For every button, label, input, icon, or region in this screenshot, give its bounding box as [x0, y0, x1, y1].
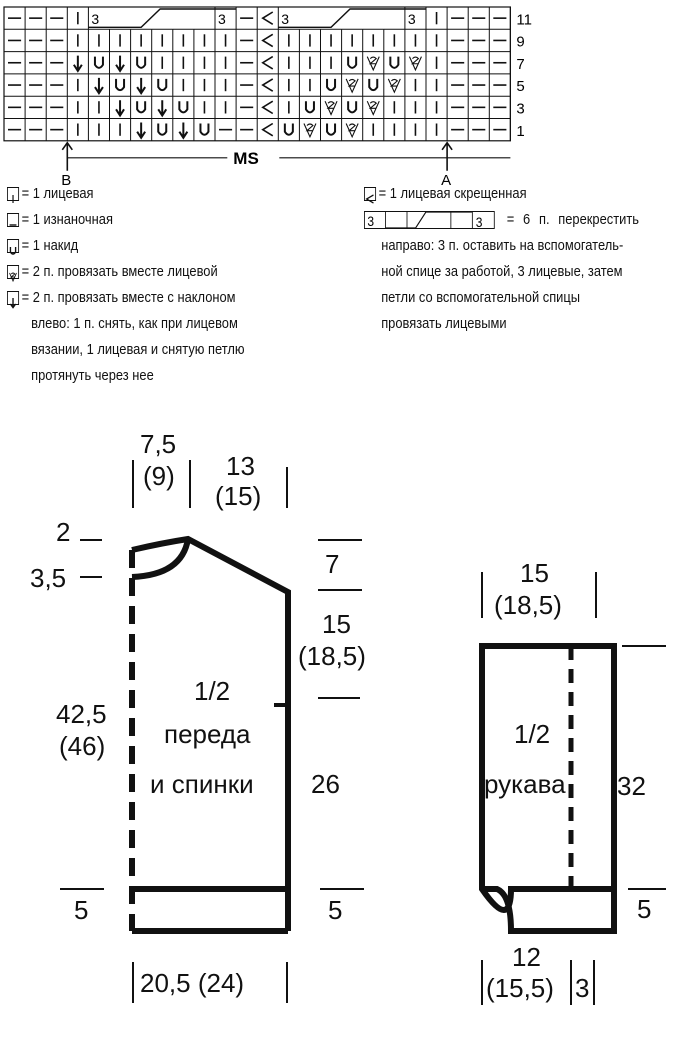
- cable-icon-left-number: 3: [367, 213, 375, 230]
- cable-number: 3: [91, 11, 100, 27]
- label-sleeve-extra: 3: [575, 973, 590, 1003]
- label-armhole: 15: [322, 609, 351, 639]
- body-title-line-3: и спинки: [150, 769, 254, 799]
- legend-cable-cont-3: петли со вспомогательной спицы: [381, 289, 581, 306]
- legend-twist-text: = 1 лицевая скрещенная: [378, 185, 527, 202]
- marker-a-arrow: [442, 143, 452, 171]
- garment-schematic: [22, 415, 672, 1027]
- legend-knit-text: = 1 лицевая: [21, 185, 94, 202]
- label-b: В: [61, 171, 72, 189]
- label-sleeve-cuff: 5: [637, 894, 652, 924]
- label-ms: MS: [233, 148, 259, 168]
- legend-knit: [7, 181, 245, 207]
- row-number: 7: [516, 55, 525, 73]
- label-total-length: 42,5: [56, 699, 107, 729]
- body-title-line-1: 1/2: [194, 676, 231, 706]
- sleeve-title-line-2: рукава: [484, 769, 566, 799]
- purl-icon: [7, 213, 19, 227]
- cable-number: 3: [407, 11, 416, 27]
- label-side-length: 26: [311, 769, 340, 799]
- legend-right: [364, 181, 639, 337]
- knit-icon: [7, 187, 19, 201]
- label-sleeve-top-width-alt: (18,5): [494, 590, 562, 620]
- cable-icon: [364, 211, 495, 229]
- legend-cable-text: = 6 п. перекрестить: [506, 211, 639, 228]
- schematic-panel: [22, 415, 672, 1027]
- legend-ssk-cont-1: влево: 1 п. снять, как при лицевом: [31, 315, 238, 332]
- legend-ssk-text: = 2 п. провязать вместе с наклоном: [21, 289, 236, 306]
- body-title-line-2: переда: [164, 719, 251, 749]
- twist-stitch-icon: [364, 187, 376, 201]
- ssk-icon: [7, 291, 19, 305]
- row-number: 3: [516, 100, 525, 118]
- label-neck-width: 7,5: [140, 429, 177, 459]
- label-shoulder-slope: 7: [325, 549, 340, 579]
- label-sleeve-bottom-width: 12: [512, 942, 541, 972]
- cable-number: 3: [281, 11, 290, 27]
- marker-b-arrow: [62, 143, 72, 171]
- legend-cable-cont-2: ной спице за работой, 3 лицевые, затем: [381, 263, 623, 280]
- label-a: А: [441, 171, 452, 189]
- row-number: 9: [516, 33, 525, 51]
- label-shoulder-width: 13: [226, 451, 255, 481]
- legend-twist: [364, 181, 639, 207]
- label-shoulder-width-alt: (15): [215, 481, 262, 511]
- legend-ssk-cont-3: протянуть через нее: [31, 367, 154, 384]
- legend-left: [7, 181, 245, 389]
- legend-cable-cont-4: провязать лицевыми: [381, 315, 507, 332]
- label-back-neck-depth: 2: [56, 517, 71, 547]
- row-number: 1: [516, 122, 525, 140]
- legend-yarn-over-text: = 1 накид: [21, 237, 79, 254]
- yarn-over-icon: [7, 239, 19, 253]
- knitting-chart: [0, 0, 695, 189]
- legend-cable: [364, 207, 639, 233]
- legend-yarn-over: [7, 233, 245, 259]
- label-sleeve-bottom-width-alt: (15,5): [486, 973, 554, 1003]
- legend-k2tog-text: = 2 п. провязать вместе лицевой: [21, 263, 218, 280]
- cable-icon-right-number: 3: [475, 214, 483, 231]
- dimension-lines: [60, 460, 666, 1005]
- legend-cable-cont-1: направо: 3 п. оставить на вспомогатель-: [381, 237, 624, 254]
- cable-number: 3: [218, 11, 226, 27]
- label-sleeve-length: 32: [617, 771, 646, 801]
- label-body-width: 20,5 (24): [140, 968, 245, 998]
- label-front-neck-depth: 3,5: [30, 563, 67, 593]
- label-sleeve-top-width: 15: [520, 558, 549, 588]
- k2tog-icon: [7, 265, 19, 279]
- label-neck-width-alt: (9): [143, 461, 175, 491]
- label-total-length-alt: (46): [59, 731, 106, 761]
- legend-k2tog: [7, 259, 245, 285]
- label-hem-right: 5: [328, 895, 343, 925]
- sleeve-title-line-1: 1/2: [514, 719, 551, 749]
- legend-purl: [7, 207, 245, 233]
- label-hem-left: 5: [74, 895, 89, 925]
- legend-purl-text: = 1 изнаночная: [21, 211, 113, 228]
- row-number: 11: [516, 11, 532, 29]
- label-armhole-alt: (18,5): [298, 641, 366, 671]
- row-number: 5: [516, 78, 525, 96]
- legend-ssk-cont-2: вязании, 1 лицевая и снятую петлю: [31, 341, 245, 358]
- legend-ssk: [7, 285, 245, 311]
